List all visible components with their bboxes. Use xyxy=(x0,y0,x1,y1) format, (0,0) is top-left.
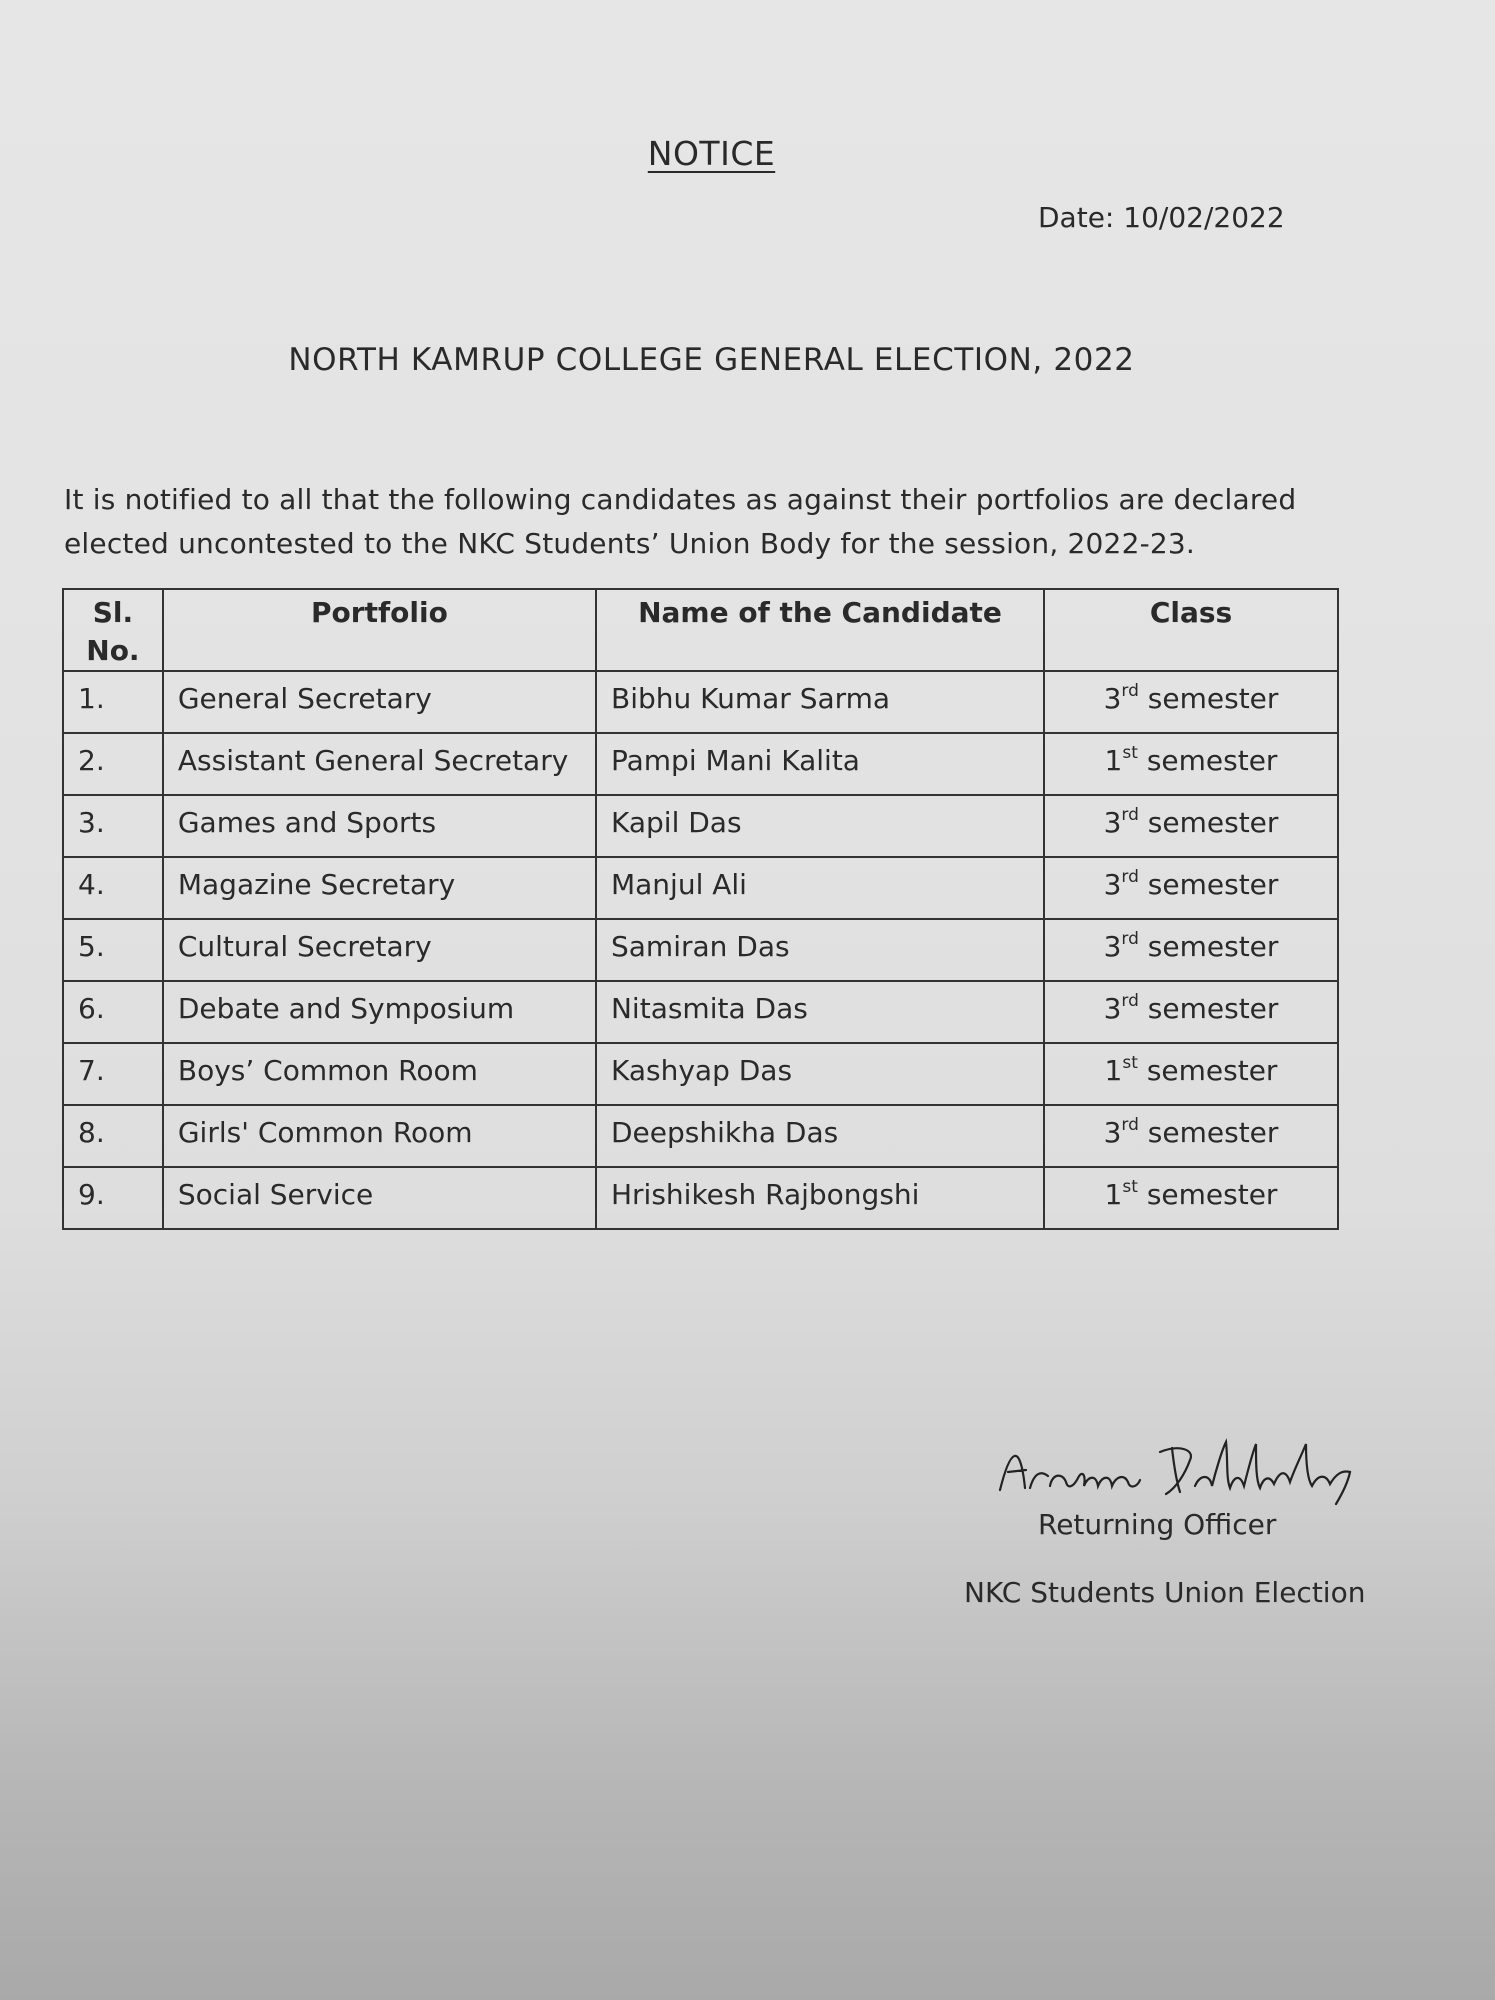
class-cell xyxy=(1044,857,1338,919)
class-ordinal-suffix: rd xyxy=(1121,681,1139,701)
class-semester: semester xyxy=(1146,1178,1278,1211)
sl-cell: 6. xyxy=(63,981,163,1043)
header-candidate-name: Name of the Candidate xyxy=(596,589,1044,671)
table-row xyxy=(63,981,1338,1043)
class-semester: semester xyxy=(1147,806,1279,839)
class-semester: semester xyxy=(1147,868,1279,901)
portfolio-cell: Debate and Symposium xyxy=(163,981,596,1043)
class-cell xyxy=(1044,1043,1338,1105)
class-ordinal-suffix: st xyxy=(1122,1177,1138,1197)
class-cell xyxy=(1044,1167,1338,1229)
table-row xyxy=(63,919,1338,981)
candidate-cell: Manjul Ali xyxy=(596,857,1044,919)
candidate-cell: Bibhu Kumar Sarma xyxy=(596,671,1044,733)
header-portfolio: Portfolio xyxy=(163,589,596,671)
class-ordinal-suffix: rd xyxy=(1121,929,1139,949)
class-cell xyxy=(1044,671,1338,733)
class-cell xyxy=(1044,981,1338,1043)
candidate-cell: Nitasmita Das xyxy=(596,981,1044,1043)
class-cell xyxy=(1044,1105,1338,1167)
sl-cell: 4. xyxy=(63,857,163,919)
notice-date: Date: 10/02/2022 xyxy=(1038,201,1285,234)
notice-title: NOTICE xyxy=(647,134,776,173)
class-semester: semester xyxy=(1147,992,1279,1025)
class-ordinal: 3 xyxy=(1103,806,1122,839)
class-ordinal-suffix: rd xyxy=(1121,805,1139,825)
class-ordinal: 3 xyxy=(1103,682,1122,715)
header-sl-no: Sl. No. xyxy=(63,589,163,671)
portfolio-cell: Magazine Secretary xyxy=(163,857,596,919)
class-semester: semester xyxy=(1147,1116,1279,1149)
class-ordinal-suffix: st xyxy=(1122,1053,1138,1073)
class-ordinal: 1 xyxy=(1104,1054,1123,1087)
table-row xyxy=(63,733,1338,795)
sl-cell: 2. xyxy=(63,733,163,795)
election-body-label: NKC Students Union Election xyxy=(964,1576,1366,1609)
candidate-cell: Kashyap Das xyxy=(596,1043,1044,1105)
table-row xyxy=(63,1105,1338,1167)
class-semester: semester xyxy=(1147,682,1279,715)
portfolio-cell: Assistant General Secretary xyxy=(163,733,596,795)
table-header-row xyxy=(63,589,1338,671)
sl-cell: 1. xyxy=(63,671,163,733)
class-ordinal: 3 xyxy=(1103,992,1122,1025)
signature xyxy=(990,1430,1370,1510)
class-cell xyxy=(1044,795,1338,857)
sl-cell: 9. xyxy=(63,1167,163,1229)
table-row xyxy=(63,1043,1338,1105)
class-ordinal-suffix: rd xyxy=(1121,867,1139,887)
candidate-cell: Hrishikesh Rajbongshi xyxy=(596,1167,1044,1229)
header-class: Class xyxy=(1044,589,1338,671)
class-ordinal: 3 xyxy=(1103,868,1122,901)
results-table xyxy=(62,588,1339,1230)
portfolio-cell: Boys’ Common Room xyxy=(163,1043,596,1105)
portfolio-cell: Girls' Common Room xyxy=(163,1105,596,1167)
portfolio-cell: Games and Sports xyxy=(163,795,596,857)
table-row xyxy=(63,857,1338,919)
sl-cell: 8. xyxy=(63,1105,163,1167)
sl-cell: 3. xyxy=(63,795,163,857)
class-ordinal: 1 xyxy=(1104,744,1123,777)
class-semester: semester xyxy=(1147,930,1279,963)
election-heading: NORTH KAMRUP COLLEGE GENERAL ELECTION, 2022 xyxy=(288,342,1135,378)
intro-paragraph: It is notified to all that the following candidates as against their portfolios are declared elected uncontested to the NKC Students’ Union Body for the session, 2022-23. xyxy=(64,483,1297,560)
class-ordinal: 1 xyxy=(1104,1178,1123,1211)
portfolio-cell: Cultural Secretary xyxy=(163,919,596,981)
class-cell xyxy=(1044,919,1338,981)
sl-cell: 5. xyxy=(63,919,163,981)
table-row xyxy=(63,795,1338,857)
portfolio-cell: Social Service xyxy=(163,1167,596,1229)
portfolio-cell: General Secretary xyxy=(163,671,596,733)
class-ordinal: 3 xyxy=(1103,930,1122,963)
class-semester: semester xyxy=(1146,1054,1278,1087)
class-ordinal-suffix: rd xyxy=(1121,1115,1139,1135)
class-ordinal: 3 xyxy=(1103,1116,1122,1149)
table-row xyxy=(63,671,1338,733)
class-cell xyxy=(1044,733,1338,795)
class-ordinal-suffix: rd xyxy=(1121,991,1139,1011)
table-row xyxy=(63,1167,1338,1229)
returning-officer-label: Returning Officer xyxy=(1038,1508,1277,1541)
candidate-cell: Deepshikha Das xyxy=(596,1105,1044,1167)
candidate-cell: Samiran Das xyxy=(596,919,1044,981)
sl-cell: 7. xyxy=(63,1043,163,1105)
class-ordinal-suffix: st xyxy=(1122,743,1138,763)
candidate-cell: Pampi Mani Kalita xyxy=(596,733,1044,795)
candidate-cell: Kapil Das xyxy=(596,795,1044,857)
class-semester: semester xyxy=(1146,744,1278,777)
